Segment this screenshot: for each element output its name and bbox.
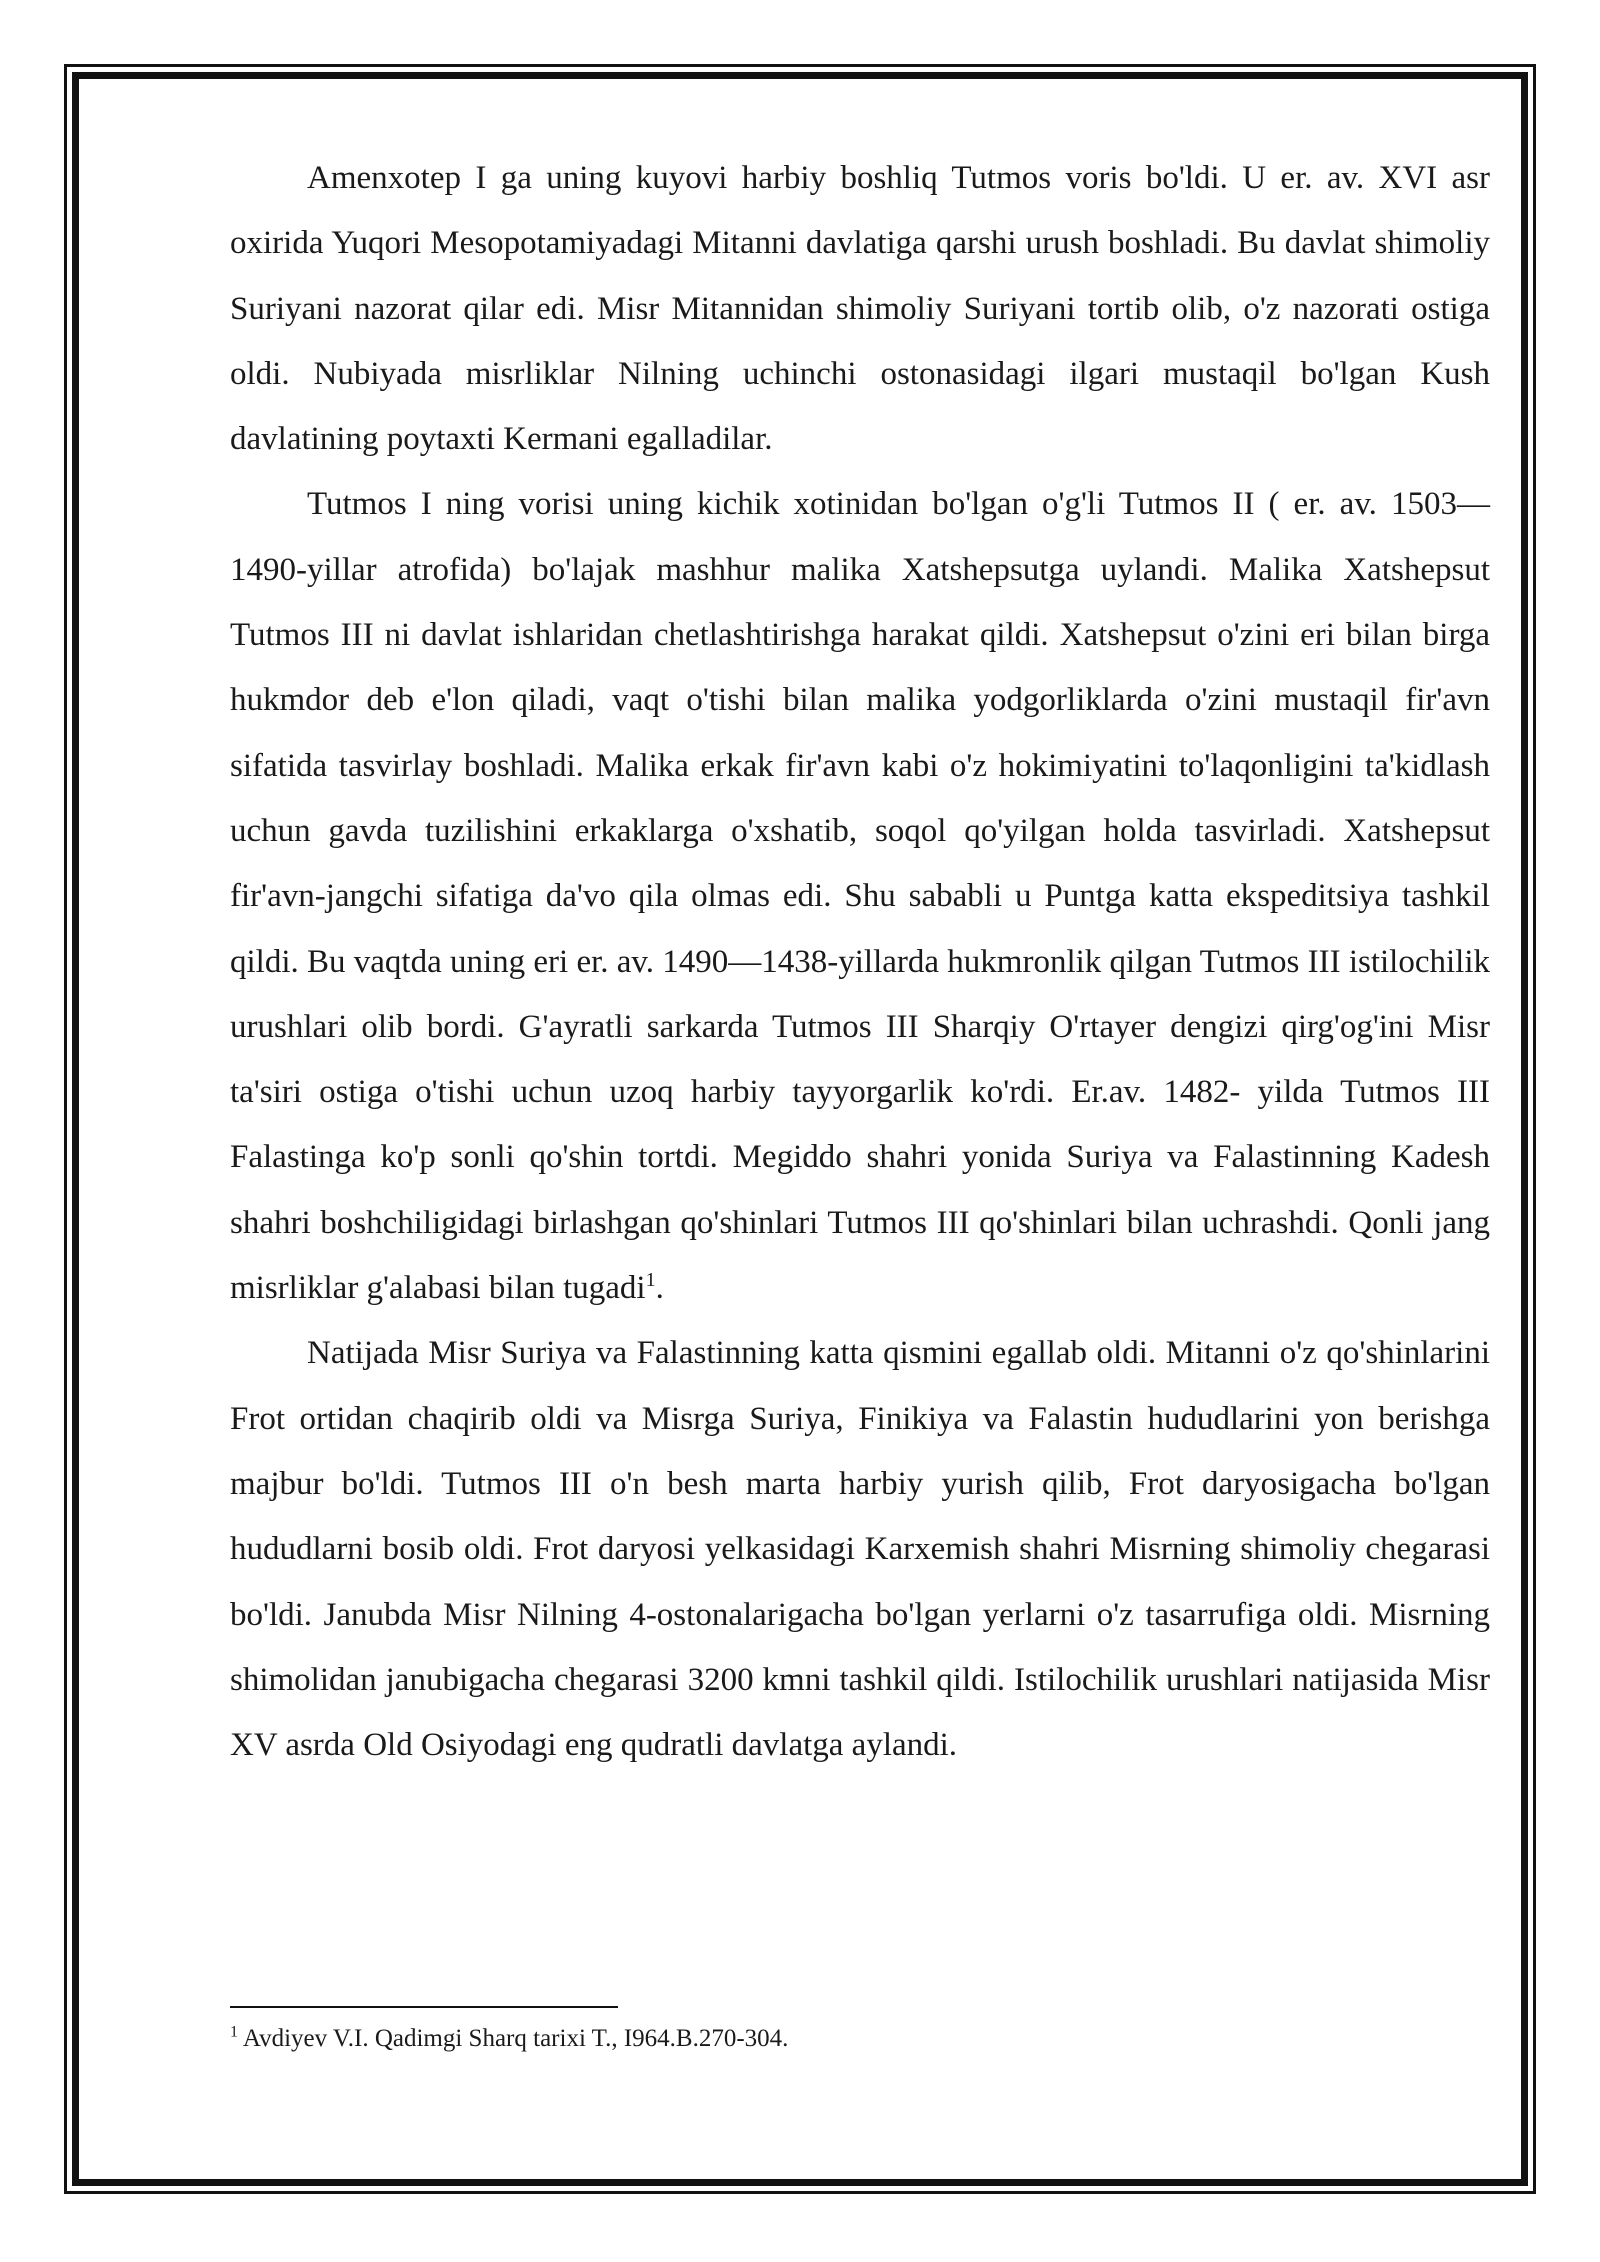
paragraph-1-text: Amenxotep I ga uning kuyovi harbiy boshliq Tutmos voris bo'ldi. U er. av. XVI asr oxirida Yuqori Mesopotamiyadagi Mitanni davlatiga qarshi urush boshladi. Bu davlat shimoliy Suriyani nazorat qilar edi. Misr Mitannidan shimoliy Suriyani tortib olib, o'z nazorati ostiga oldi. Nubiyada misrliklar Nilning uchinchi ostonasidagi ilgari mustaqil bo'lgan Kush davlatining poytaxti Kermani egalladilar. bbox=[230, 160, 1490, 458]
footnote-reference[interactable]: 1 bbox=[645, 1269, 656, 1292]
footnote-marker: 1 bbox=[230, 2023, 238, 2041]
paragraph-3-text: Natijada Misr Suriya va Falastinning katta qismini egallab oldi. Mitanni o'z qo'shinlarini Frot ortidan chaqirib oldi va Misrga Suriya, Finikiya va Falastin hududlarini yon berishga majbur bo'ldi. Tutmos III o'n besh marta harbiy yurish qilib, Frot daryosigacha bo'lgan hududlarni bosib oldi. Frot daryosi yelkasidagi Karxemish shahri Misrning shimoliy chegarasi bo'ldi. Janubda Misr Nilning 4-ostonalarigacha bo'lgan yerlarni o'z tasarrufiga oldi. Misrning shimolidan janubigacha chegarasi 3200 kmni tashkil qildi. Istilochilik urushlari natijasida Misr XV asrda Old Osiyodagi eng qudratli davlatga aylandi. bbox=[230, 1335, 1490, 1764]
paragraph-1 bbox=[230, 146, 1490, 472]
footnote-text: Avdiyev V.I. Qadimgi Sharq tarixi T., I964.B.270-304. bbox=[238, 2025, 789, 2052]
footnote bbox=[230, 2022, 1430, 2056]
paragraph-2-tail: . bbox=[655, 1270, 664, 1307]
paragraph-2 bbox=[230, 472, 1490, 1321]
document-body bbox=[230, 146, 1490, 1778]
paragraph-3 bbox=[230, 1321, 1490, 1778]
paragraph-2-text: Tutmos I ning vorisi uning kichik xotinidan bo'lgan o'g'li Tutmos II ( er. av. 1503— 1490-yillar atrofida) bo'lajak mashhur malika Xatshepsutga uylandi. Malika Xatshepsut Tutmos III ni davlat ishlaridan chetlashtirishga harakat qildi. Xatshepsut o'zini eri bilan birga hukmdor deb e'lon qiladi, vaqt o'tishi bilan malika yodgorliklarda o'zini mustaqil fir'avn sifatida tasvirlay boshladi. Malika erkak fir'avn kabi o'z hokimiyatini to'laqonligini ta'kidlash uchun gavda tuzilishini erkaklarga o'xshatib, soqol qo'yilgan holda tasvirladi. Xatshepsut fir'avn-jangchi sifatiga da'vo qila olmas edi. Shu sababli u Puntga katta ekspeditsiya tashkil qildi. Bu vaqtda uning eri er. av. 1490—1438-yillarda hukmronlik qilgan Tutmos III istilochilik urushlari olib bordi. G'ayratli sarkarda Tutmos III Sharqiy O'rtayer dengizi qirg'og'ini Misr ta'siri ostiga o'tishi uchun uzoq harbiy tayyorgarlik ko'rdi. Er.av. 1482- yilda Tutmos III Falastinga ko'p sonli qo'shin tortdi. Megiddo shahri yonida Suriya va Falastinning Kadesh shahri boshchiligidagi birlashgan qo'shinlari Tutmos III qo'shinlari bilan uchrashdi. Qonli jang misrliklar g'alabasi bilan tugadi bbox=[230, 486, 1490, 1307]
footnote-separator bbox=[230, 2006, 618, 2008]
